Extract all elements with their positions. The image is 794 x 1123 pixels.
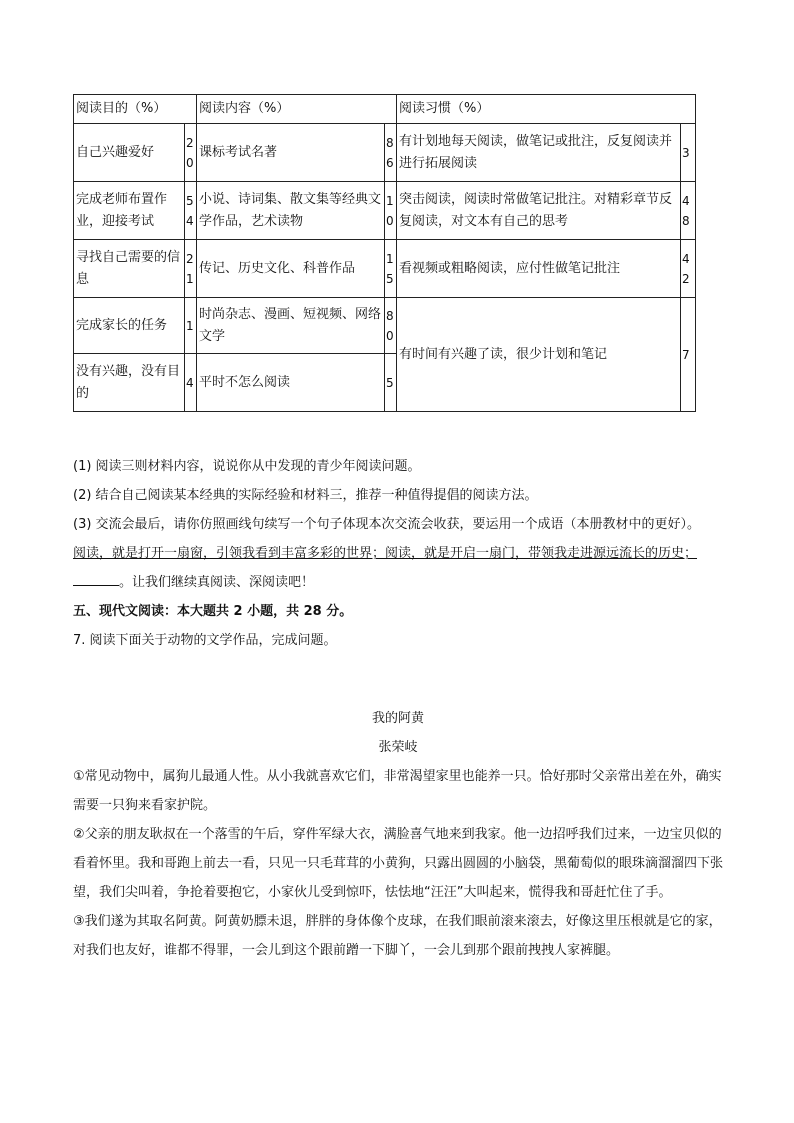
content-cell: 小说、诗词集、散文集等经典文学作品，艺术读物 (197, 182, 385, 240)
purpose-value: 4 (185, 354, 197, 412)
purpose-value: 20 (185, 124, 197, 182)
article-paragraph: ③我们遂为其取名阿黄。阿黄奶膘未退，胖胖的身体像个皮球，在我们眼前滚来滚去，好像这里压根就是它的家，对我们也友好，谁都不得罪，一会儿到这个跟前蹭一下脚丫，一会儿到那个跟前拽拽人家裤腿。 (73, 914, 722, 958)
article-paragraph: ①常见动物中，属狗儿最通人性。从小我就喜欢它们，非常渴望家里也能养一只。恰好那时父亲常出差在外，确实需要一只狗来看家护院。 (73, 769, 722, 813)
purpose-cell: 完成老师布置作业，迎接考试 (74, 182, 185, 240)
habit-value: 42 (681, 240, 696, 298)
question-3: (3) 交流会最后，请你仿照画线句续写一个句子体现本次交流会收获，要运用一个成语（本册教材中的更好）。 (73, 517, 701, 532)
habit-cell: 突击阅读，阅读时常做笔记批注。对精彩章节反复阅读，对文本有自己的思考 (397, 182, 681, 240)
content-cell: 平时不怎么阅读 (197, 354, 385, 412)
habit-cell: 看视频或粗略阅读，应付性做笔记批注 (397, 240, 681, 298)
content-value: 10 (385, 182, 397, 240)
content-cell: 时尚杂志、漫画、短视频、网络文学 (197, 298, 385, 354)
article-title: 我的阿黄 (371, 711, 424, 726)
questions-block (73, 452, 723, 655)
question-7: 7. 阅读下面关于动物的文学作品，完成问题。 (73, 633, 337, 648)
content-cell: 课标考试名著 (197, 124, 385, 182)
habit-value: 48 (681, 182, 696, 240)
habit-value: 7 (681, 298, 696, 412)
article (73, 704, 723, 965)
content-value: 5 (385, 354, 397, 412)
header-habit: 阅读习惯（%） (397, 95, 696, 124)
purpose-cell: 没有兴趣，没有目的 (74, 354, 185, 412)
reading-survey-table (73, 94, 696, 412)
purpose-value: 54 (185, 182, 197, 240)
table-row (74, 124, 696, 182)
content-value: 15 (385, 240, 397, 298)
table-row (74, 298, 696, 354)
answer-blank[interactable] (73, 571, 119, 586)
section-heading: 五、现代文阅读：本大题共 2 小题，共 28 分。 (73, 604, 353, 619)
header-purpose: 阅读目的（%） (74, 95, 197, 124)
content-value: 80 (385, 298, 397, 354)
article-paragraph: ②父亲的朋友耿叔在一个落雪的午后，穿件军绿大衣，满脸喜气地来到我家。他一边招呼我们过来，一边宝贝似的看着怀里。我和哥跑上前去一看，只见一只毛茸茸的小黄狗，只露出圆圆的小脑袋，黑葡萄似的眼珠滴溜溜四下张望，我们尖叫着，争抢着要抱它，小家伙儿受到惊吓，怯怯地“汪汪”大叫起来，慌得我和哥赶忙住了手。 (73, 827, 724, 900)
table-row (74, 240, 696, 298)
table-row (74, 182, 696, 240)
question-2: (2) 结合自己阅读某本经典的实际经验和材料三，推荐一种值得提倡的阅读方法。 (73, 488, 538, 503)
article-author: 张荣岐 (378, 740, 418, 755)
purpose-cell: 自己兴趣爱好 (74, 124, 185, 182)
header-content: 阅读内容（%） (197, 95, 397, 124)
underlined-sentence: 阅读，就是打开一扇窗，引领我看到丰富多彩的世界；阅读，就是开启一扇门，带领我走进源远流长的历史； (73, 546, 698, 561)
habit-cell: 有时间有兴趣了读，很少计划和笔记 (397, 298, 681, 412)
question-1: (1) 阅读三则材料内容，说说你从中发现的青少年阅读问题。 (73, 459, 421, 474)
purpose-cell: 完成家长的任务 (74, 298, 185, 354)
habit-cell: 有计划地每天阅读，做笔记或批注，反复阅读并进行拓展阅读 (397, 124, 681, 182)
content-value: 86 (385, 124, 397, 182)
sentence-ending: 。让我们继续真阅读、深阅读吧！ (119, 575, 315, 590)
sample-sentence (73, 539, 723, 597)
purpose-value: 21 (185, 240, 197, 298)
purpose-value: 1 (185, 298, 197, 354)
habit-value: 3 (681, 124, 696, 182)
table-header-row (74, 95, 696, 124)
content-cell: 传记、历史文化、科普作品 (197, 240, 385, 298)
purpose-cell: 寻找自己需要的信息 (74, 240, 185, 298)
